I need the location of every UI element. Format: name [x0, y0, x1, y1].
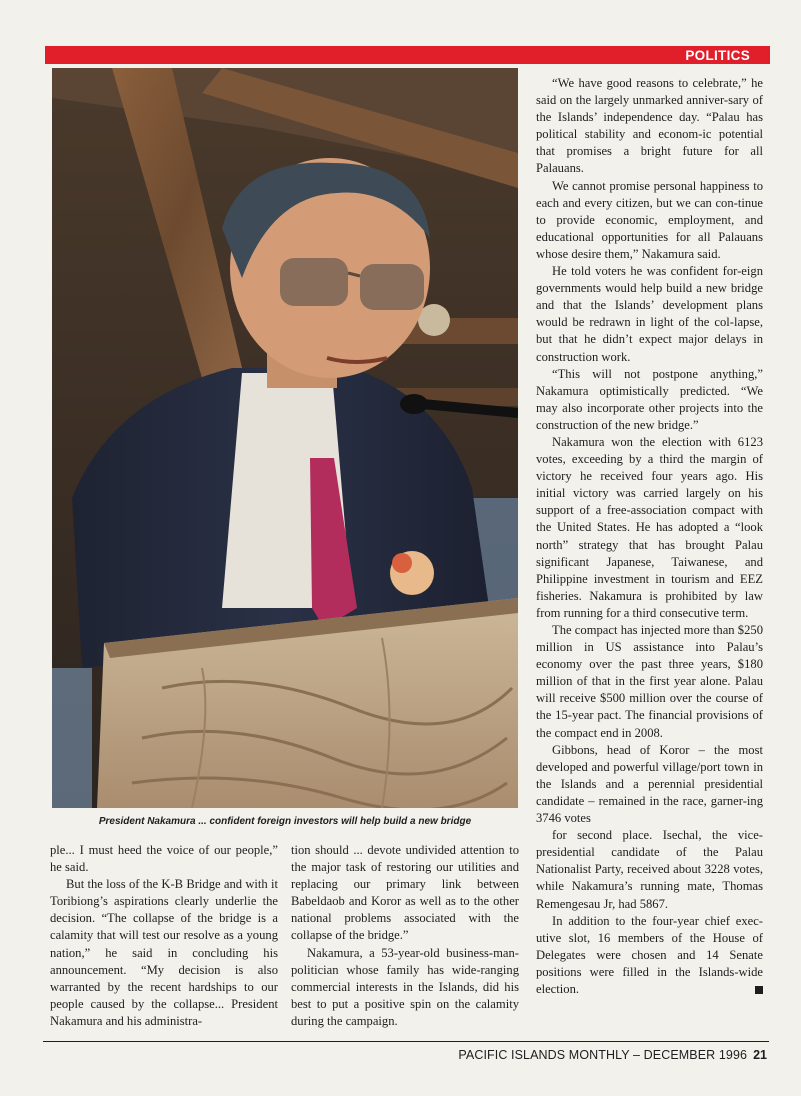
paragraph: tion should ... devote undivided attention to the major task of restoring our utilities and replacing our primary link between Babeldaob and Koror as well as to the other national problems associated with the collapse of the bridge.”: [291, 843, 519, 943]
paragraph: “We have good reasons to celebrate,” he said on the largely unmarked anniver-sary of the Islands’ independence day. “Palau has political stability and econom-ic potential that promises a bright future for all Palauans.: [536, 76, 763, 176]
end-of-article-mark: [755, 986, 763, 994]
section-bar: [45, 46, 770, 64]
article-photo: [52, 68, 518, 808]
paragraph-final: [536, 913, 763, 998]
page-footer: [458, 1047, 767, 1063]
paragraph: Gibbons, head of Koror – the most developed and powerful village/port town in the Islands and a perennial presidential candidate – remained in the race, garner-ing 3746 votes: [536, 742, 763, 826]
paragraph-final-text: In addition to the four-year chief exec-utive slot, 16 members of the House of Delegates were chosen and 14 Senate positions were filled in the Islands-wide election.: [536, 913, 763, 996]
photo-caption: President Nakamura ... confident foreign investors will help build a new bridge: [98, 816, 472, 827]
footer-rule: [43, 1041, 769, 1042]
paragraph: We cannot promise personal happiness to each and every citizen, but we can con-tinue to provide economic, employment, and educational opportunities for all Palauans whose desire them,” Nakamura said.: [536, 178, 763, 261]
publication-name: PACIFIC ISLANDS MONTHLY – DECEMBER 1996: [458, 1048, 748, 1062]
paragraph: The compact has injected more than $250 million in US assistance into Palau’s economy over the past three years, $180 million of that in the first year alone. Palau will receive $500 million over the course of the 15-year pact. The financial provisions of the compact end in 2008.: [536, 623, 763, 740]
paragraph: ple... I must heed the voice of our people,” he said.: [50, 843, 278, 875]
paragraph: Nakamura, a 53-year-old business-man-politician whose family has wide-ranging commercial interests in the Islands, did his best to put a positive spin on the calamity during the campaign.: [291, 945, 519, 1028]
paragraph: “This will not postpone anything,” Nakamura optimistically predicted. “We may also incorporate other projects into the construction of the new bridge.”: [536, 366, 763, 432]
paragraph: He told voters he was confident for-eign governments would help build a new bridge and that the Islands’ development plans would be redrawn in light of the col-lapse, but that he didn’t expect major delays in construction work.: [536, 264, 763, 364]
article-column-right: [536, 75, 763, 998]
paragraph: Nakamura won the election with 6123 votes, exceeding by a third the margin of victory he received four years ago. His initial victory was carried largely on his support of a free-association compact with the United States. He has adopted a “look north” strategy that has brought Palau significant Japanese, Taiwanese, and Philippine investment in tourism and EEZ fisheries. Nakamura is prohibited by law from running for a third consecutive term.: [536, 434, 763, 620]
paragraph: But the loss of the K-B Bridge and with it Toribiong’s aspirations clearly underlie the decision. “The collapse of the bridge is a calamity that will test our resolve as a young nation,” he said in concluding his announcement. “My decision is also warranted by the recent hardships to our people caused by the collapse... President Nakamura and his administra-: [50, 877, 278, 1028]
paragraph: for second place. Isechal, the vice-presidential candidate of the Palau Nationalist Party, received about 3228 votes, while Nakamura’s running mate, Thomas Remengesau Jr, had 5867.: [536, 828, 763, 911]
section-label: POLITICS: [685, 48, 750, 63]
article-column-left: [50, 842, 278, 1030]
article-column-middle: [291, 842, 519, 1030]
page-number: 21: [753, 1048, 767, 1062]
